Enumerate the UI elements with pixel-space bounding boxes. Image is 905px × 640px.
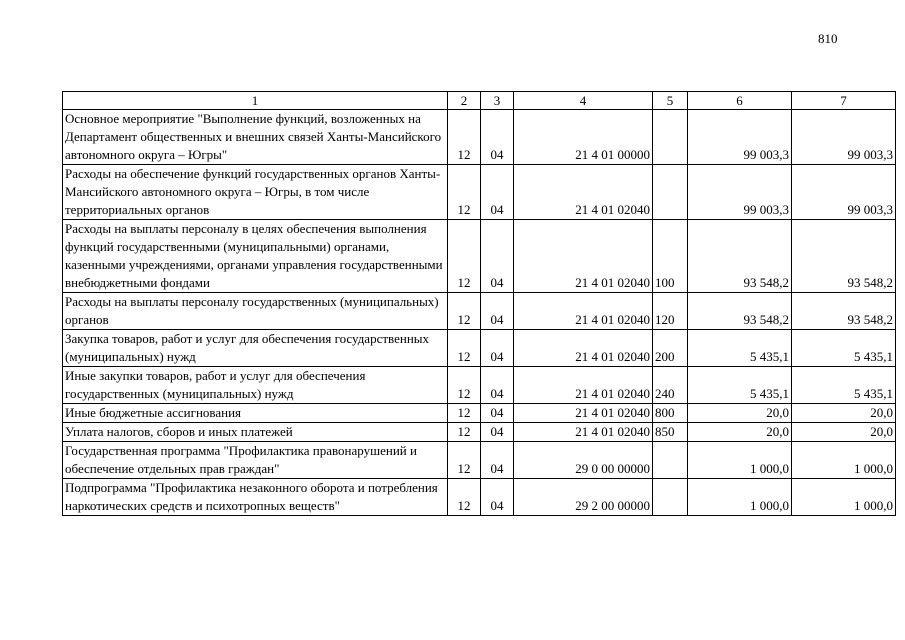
row-name: Государственная программа "Профилактика правонарушений и обеспечение отдельных прав граждан"	[63, 442, 448, 479]
row-amount-col7: 1 000,0	[792, 442, 896, 479]
row-section: 12	[448, 293, 481, 330]
row-amount-col7: 5 435,1	[792, 330, 896, 367]
row-name: Уплата налогов, сборов и иных платежей	[63, 423, 448, 442]
row-amount-col7: 20,0	[792, 423, 896, 442]
row-target-code: 21 4 01 02040	[514, 330, 653, 367]
row-amount-col7: 99 003,3	[792, 110, 896, 165]
row-expense-type: 200	[653, 330, 688, 367]
row-name: Закупка товаров, работ и услуг для обеспечения государственных (муниципальных) нужд	[63, 330, 448, 367]
row-amount-col6: 99 003,3	[688, 165, 792, 220]
row-subsection: 04	[481, 404, 514, 423]
row-section: 12	[448, 367, 481, 404]
row-subsection: 04	[481, 220, 514, 293]
row-amount-col6: 20,0	[688, 423, 792, 442]
row-expense-type	[653, 479, 688, 516]
row-section: 12	[448, 165, 481, 220]
row-subsection: 04	[481, 423, 514, 442]
row-amount-col7: 93 548,2	[792, 220, 896, 293]
table-row	[63, 404, 896, 423]
row-target-code: 21 4 01 00000	[514, 110, 653, 165]
header-col-4: 4	[514, 92, 653, 110]
row-amount-col6: 5 435,1	[688, 367, 792, 404]
table-row	[63, 479, 896, 516]
table-row	[63, 220, 896, 293]
row-expense-type: 800	[653, 404, 688, 423]
row-name: Расходы на выплаты персоналу в целях обеспечения выполнения функций государственными (муниципальными) органами, казенными учреждениями, органами управления государственными внебюджетными фондами	[63, 220, 448, 293]
row-section: 12	[448, 330, 481, 367]
row-amount-col7: 93 548,2	[792, 293, 896, 330]
row-section: 12	[448, 442, 481, 479]
row-section: 12	[448, 404, 481, 423]
row-amount-col6: 99 003,3	[688, 110, 792, 165]
row-expense-type	[653, 110, 688, 165]
row-name: Расходы на обеспечение функций государственных органов Ханты-Мансийского автономного округа – Югры, в том числе территориальных органов	[63, 165, 448, 220]
row-target-code: 21 4 01 02040	[514, 404, 653, 423]
row-target-code: 21 4 01 02040	[514, 367, 653, 404]
page-number: 810	[818, 31, 838, 46]
row-amount-col7: 1 000,0	[792, 479, 896, 516]
row-subsection: 04	[481, 293, 514, 330]
row-amount-col6: 1 000,0	[688, 479, 792, 516]
row-name: Подпрограмма "Профилактика незаконного оборота и потребления наркотических средств и психотропных веществ"	[63, 479, 448, 516]
row-target-code: 21 4 01 02040	[514, 220, 653, 293]
header-col-6: 6	[688, 92, 792, 110]
row-section: 12	[448, 220, 481, 293]
row-subsection: 04	[481, 442, 514, 479]
row-subsection: 04	[481, 110, 514, 165]
table-row	[63, 367, 896, 404]
row-amount-col6: 1 000,0	[688, 442, 792, 479]
row-subsection: 04	[481, 479, 514, 516]
row-amount-col6: 20,0	[688, 404, 792, 423]
header-row	[63, 92, 896, 110]
row-section: 12	[448, 479, 481, 516]
header-col-3: 3	[481, 92, 514, 110]
row-expense-type: 240	[653, 367, 688, 404]
row-section: 12	[448, 110, 481, 165]
table-row	[63, 110, 896, 165]
row-name: Расходы на выплаты персоналу государственных (муниципальных) органов	[63, 293, 448, 330]
row-name: Иные бюджетные ассигнования	[63, 404, 448, 423]
row-target-code: 21 4 01 02040	[514, 293, 653, 330]
row-expense-type: 120	[653, 293, 688, 330]
row-section: 12	[448, 423, 481, 442]
row-subsection: 04	[481, 165, 514, 220]
row-amount-col6: 93 548,2	[688, 293, 792, 330]
row-target-code: 21 4 01 02040	[514, 165, 653, 220]
row-expense-type: 100	[653, 220, 688, 293]
table-row	[63, 330, 896, 367]
row-amount-col6: 93 548,2	[688, 220, 792, 293]
row-amount-col6: 5 435,1	[688, 330, 792, 367]
table-row	[63, 165, 896, 220]
header-col-7: 7	[792, 92, 896, 110]
row-expense-type	[653, 165, 688, 220]
header-col-1: 1	[63, 92, 448, 110]
row-subsection: 04	[481, 330, 514, 367]
row-amount-col7: 20,0	[792, 404, 896, 423]
row-expense-type	[653, 442, 688, 479]
budget-table	[62, 91, 896, 516]
header-col-2: 2	[448, 92, 481, 110]
row-name: Основное мероприятие "Выполнение функций, возложенных на Департамент общественных и внешних связей Ханты-Мансийского автономного округа – Югры"	[63, 110, 448, 165]
row-target-code: 29 0 00 00000	[514, 442, 653, 479]
row-amount-col7: 5 435,1	[792, 367, 896, 404]
row-name: Иные закупки товаров, работ и услуг для обеспечения государственных (муниципальных) нужд	[63, 367, 448, 404]
row-target-code: 29 2 00 00000	[514, 479, 653, 516]
row-expense-type: 850	[653, 423, 688, 442]
table-row	[63, 293, 896, 330]
table-row	[63, 442, 896, 479]
row-target-code: 21 4 01 02040	[514, 423, 653, 442]
row-amount-col7: 99 003,3	[792, 165, 896, 220]
header-col-5: 5	[653, 92, 688, 110]
table-row	[63, 423, 896, 442]
row-subsection: 04	[481, 367, 514, 404]
